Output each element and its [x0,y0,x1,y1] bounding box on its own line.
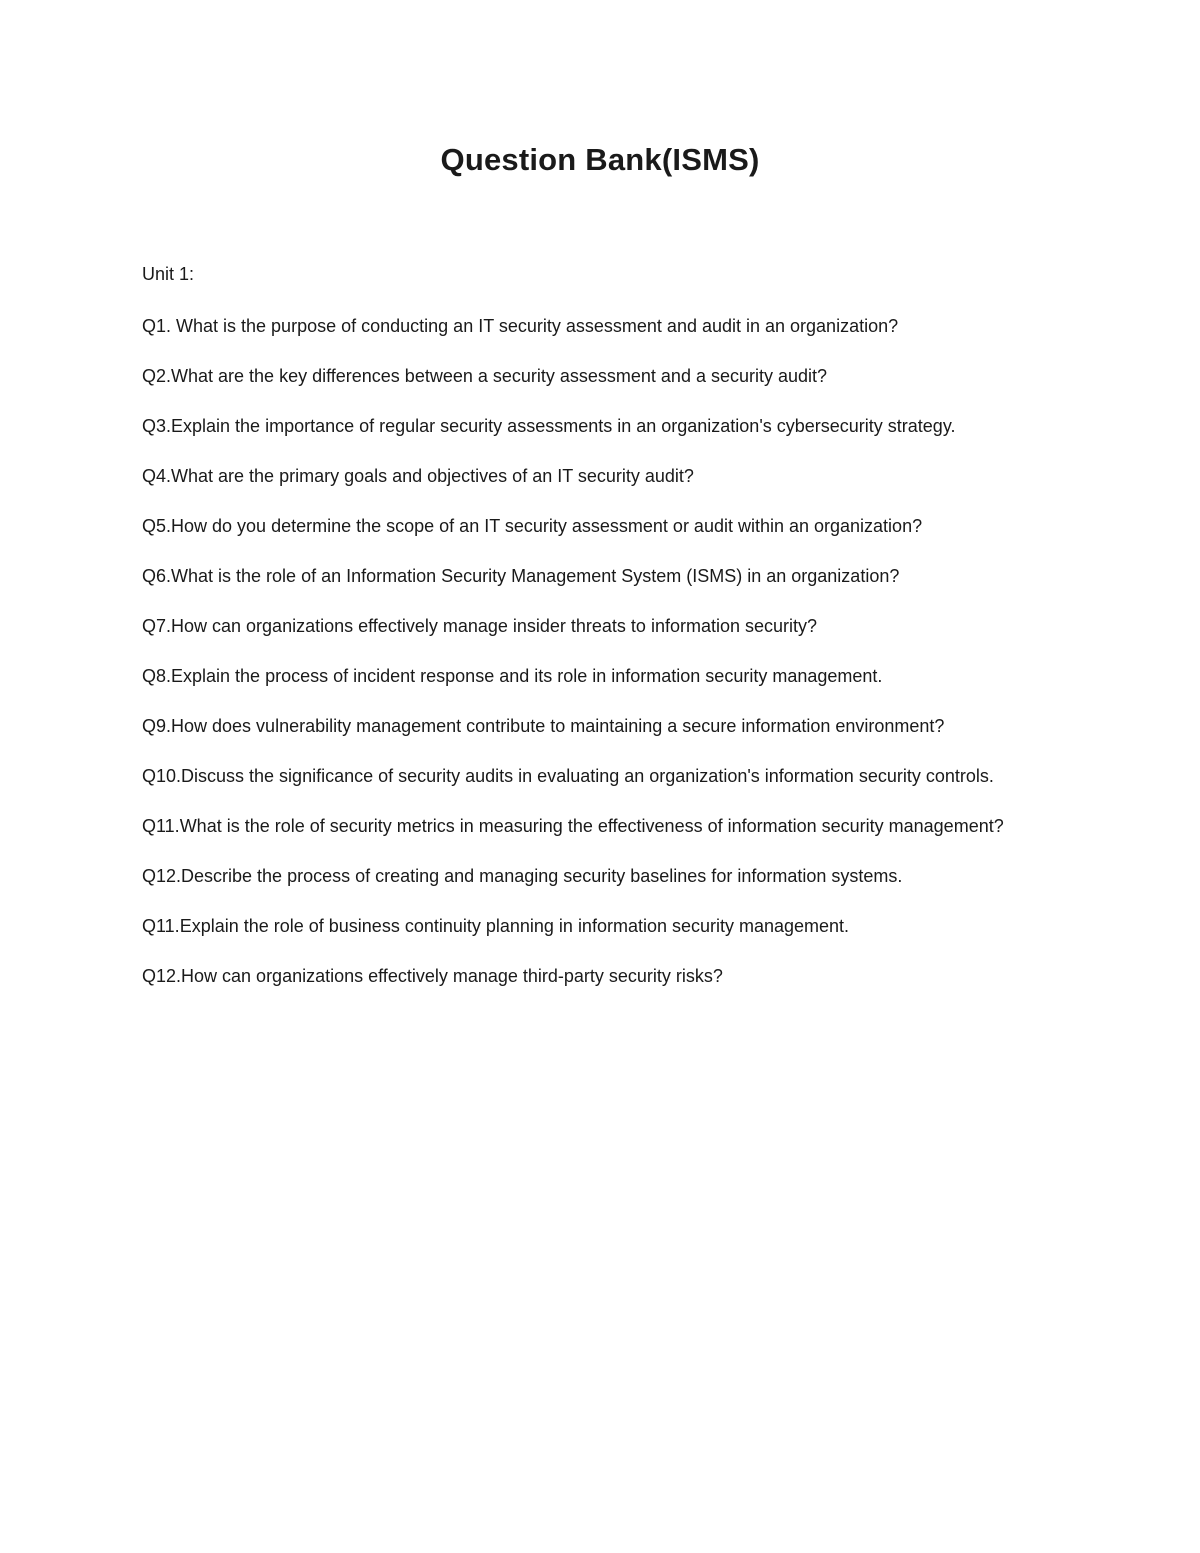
question-list [142,311,1042,1011]
question-item: Q5.How do you determine the scope of an IT security assessment or audit within an organization? [142,516,923,536]
question-item: Q11.Explain the role of business continuity planning in information security management. [142,916,850,936]
question-item: Q9.How does vulnerability management contribute to maintaining a secure information environment? [142,716,945,736]
page-title: Question Bank(ISMS) [440,142,760,177]
question-item: Q10.Discuss the significance of security audits in evaluating an organization's information security controls. [142,766,994,786]
question-item: Q8.Explain the process of incident response and its role in information security management. [142,666,883,686]
question-item: Q12.Describe the process of creating and managing security baselines for information systems. [142,866,903,886]
question-item: Q7.How can organizations effectively manage insider threats to information security? [142,616,818,636]
question-item: Q6.What is the role of an Information Security Management System (ISMS) in an organization? [142,566,900,586]
question-item: Q11.What is the role of security metrics in measuring the effectiveness of information security management? [142,816,1004,836]
question-item: Q12.How can organizations effectively manage third-party security risks? [142,966,723,986]
question-item: Q2.What are the key differences between a security assessment and a security audit? [142,366,828,386]
question-item: Q4.What are the primary goals and objectives of an IT security audit? [142,466,694,486]
question-item: Q3.Explain the importance of regular security assessments in an organization's cybersecurity strategy. [142,416,956,436]
question-item: Q1. What is the purpose of conducting an IT security assessment and audit in an organization? [142,316,899,336]
unit-heading: Unit 1: [142,264,195,284]
